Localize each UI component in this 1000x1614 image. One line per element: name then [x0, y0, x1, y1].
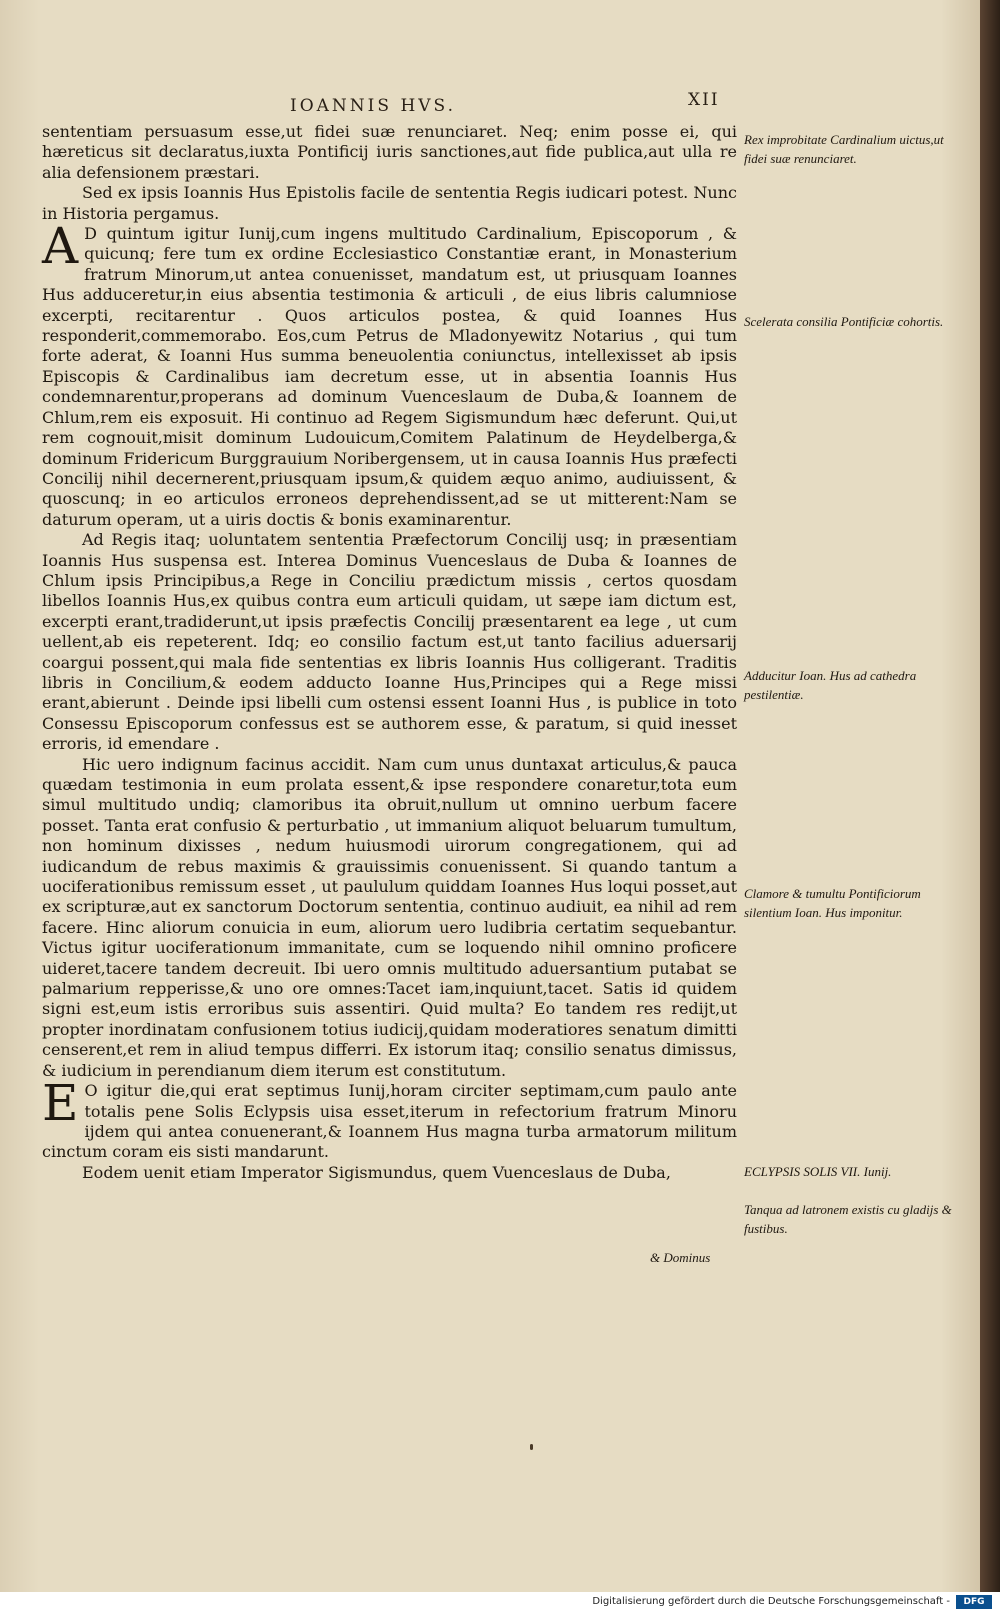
body-paragraph: sententiam persuasum esse,ut fidei suæ renunciaret. Neq; enim posse ei, qui hæreticus sit declaratus,iuxta Pontificij iuris sanctiones,aut fide publica,aut ulla re alia defensionem præstari. [42, 122, 737, 182]
marginal-note: Scelerata consilia Pontificiæ cohortis. [744, 314, 944, 329]
marginal-note: Tanqua ad latronem existis cu gladijs & fustibus. [744, 1202, 952, 1236]
marginal-note: ECLYPSIS SOLIS VII. Iunij. [744, 1164, 892, 1179]
body-paragraph: Hic uero indignum facinus accidit. Nam cum unus duntaxat articulus,& pauca quædam testimonia in eum prolata essent,& ipse respondere conaretur,tota eum simul multitudo undiq; clamoribus ita obruit,nullum ut omnino uerbum facere posset. Tanta erat confusio & perturbatio , ut immanium aliquot beluarum tumultum, non hominum dixisses , nedum huiusmodi uirorum congregationem, qui ad iudicandum de rebus maximis & grauissimis conuenissent. Si quando tantum a uociferationibus remissum esset , ut paululum quiddam Ioannes Hus loqui posset,aut ex scripturæ,aut ex sanctorum Doctorum sententia, continuo audiuit, ea nihil ad rem facere. Hinc aliorum conuicia in eum, aliorum uero ludibria certatim sequebantur. Victus igitur uociferationum immanitate, cum se loquendo nihil omnino proficere uideret,tacere tandem decreuit. Ibi uero omnis multitudo aduersantium putabat se palmarium repperisse,& uno ore omnes:Tacet iam,inquiunt,tacet. Satis id quidem signi est,eum istis erroribus suis assentiri. Quid multa? Eo tandem res redijt,ut propter inordinatam confusionem totius iudicij,quidam moderatiores senatum dimitti censerent,et rem in aliud tempus differri. Ex istorum itaq; consilio senatus dimissus, & iudicium in perendianum diem iterum est constitutum. [42, 754, 737, 1080]
book-edge [980, 0, 1000, 1592]
folio-number: XII [688, 90, 720, 110]
marginal-note: Clamore & tumultu Pontificiorum silentium Ioan. Hus imponitur. [744, 886, 921, 920]
ink-mark [530, 1444, 533, 1450]
dfg-logo: DFG [956, 1595, 992, 1609]
footer-bar [0, 1592, 1000, 1614]
body-paragraph: Sed ex ipsis Ioannis Hus Epistolis facile de sententia Regis iudicari potest. Nunc in Historia pergamus. [42, 183, 737, 223]
body-paragraph: Eodem uenit etiam Imperator Sigismundus, quem Vuenceslaus de Duba, [82, 1162, 671, 1182]
body-paragraph: Ad Regis itaq; uoluntatem sententia Præfectorum Concilij usq; in præsentiam Ioannis Hus suspensa est. Interea Dominus Vuenceslaus de Duba & Ioannes de Chlum ipsis Principibus,a Rege in Conciliu prædictum missis , certos quosdam libellos Ioannis Hus,ex quibus contra eum articuli quidam, ut sæpe iam dictum est, excerpti erant,tradiderunt,ut ipsis præfectis Concilij præsentarent ea lege , ut cum uellent,ab eis repeterent. Idq; eo consilio factum est,ut tanto facilius aduersarij coargui possent,qui mala fide sententias ex libris Ioannis Hus colligerant. Traditis libris in Concilium,& eodem adducto Ioanne Hus,Principes qui a Rege missi erant,abierunt . Deinde ipsi libelli cum ostensi essent Ioanni Hus , is publice in toto Consessu Episcoporum confessus est se authorem esse, & paratum, si quid inesset erroris, id emendare . [42, 530, 737, 754]
marginal-notes [744, 0, 964, 1592]
body-paragraph: AD quintum igitur Iunij,cum ingens multitudo Cardinalium, Episcoporum , & quicunq; fere tum ex ordine Ecclesiastico Constantiæ erant, in Monasterium fratrum Minorum,ut antea conuenisset, mandatum est, ut priusquam Ioannes Hus adduceretur,in eius absentia testimonia & articuli , de eius libris calumniose excerpti, recitarentur . Quos articulos postea, & quid Ioannes Hus responderit,commemorabo. Eos,cum Petrus de Mladonyewitz Notarius , qui tum forte aderat, & Ioanni Hus summa beneuolentia coniunctus, intellexisset ab ipsis Episcopis & Cardinalibus iam decretum esse, ut in absentia Ioannis Hus condemnarentur,properans ad dominum Vuenceslaum de Duba,& Ioannem de Chlum,rem eis exposuit. Hi continuo ad Regem Sigismundum hæc deferunt. Qui,ut rem cognouit,misit dominum Ludouicum,Comitem Palatinum de Heydelberga,& dominum Fridericum Burggrauium Noribergensem, ut in causa Ioannis Hus præfecti Concilij nihil decernerent,priusquam ipsum,& quidem æquo animo, audiuissent, & quoscunq; in eo articulos erroneos deprehendissent,ad se ut mitterent:Nam se daturum operam, ut a uiris doctis & bonis examinarentur. [42, 217, 737, 529]
main-text-block [42, 122, 737, 1183]
catchword: & Dominus [650, 1250, 711, 1265]
marginal-note: Rex improbitate Cardinalium uictus,ut fidei suæ renunciaret. [744, 132, 944, 166]
running-head: IOANNIS HVS. [290, 96, 456, 116]
body-paragraph: EO igitur die,qui erat septimus Iunij,horam circiter septimam,cum paulo ante totalis pene Solis Eclypsis uisa esset,iterum in refectorium fratrum Minoru ijdem qui antea conuenerant,& Ioannem Hus magna turba armatorum militum cinctum coram eis sisti mandarunt. [42, 1074, 737, 1162]
footer-credit: Digitalisierung gefördert durch die Deutsche Forschungsgemeinschaft - [592, 1596, 950, 1607]
marginal-note: Adducitur Ioan. Hus ad cathedra pestilentiæ. [744, 668, 917, 702]
